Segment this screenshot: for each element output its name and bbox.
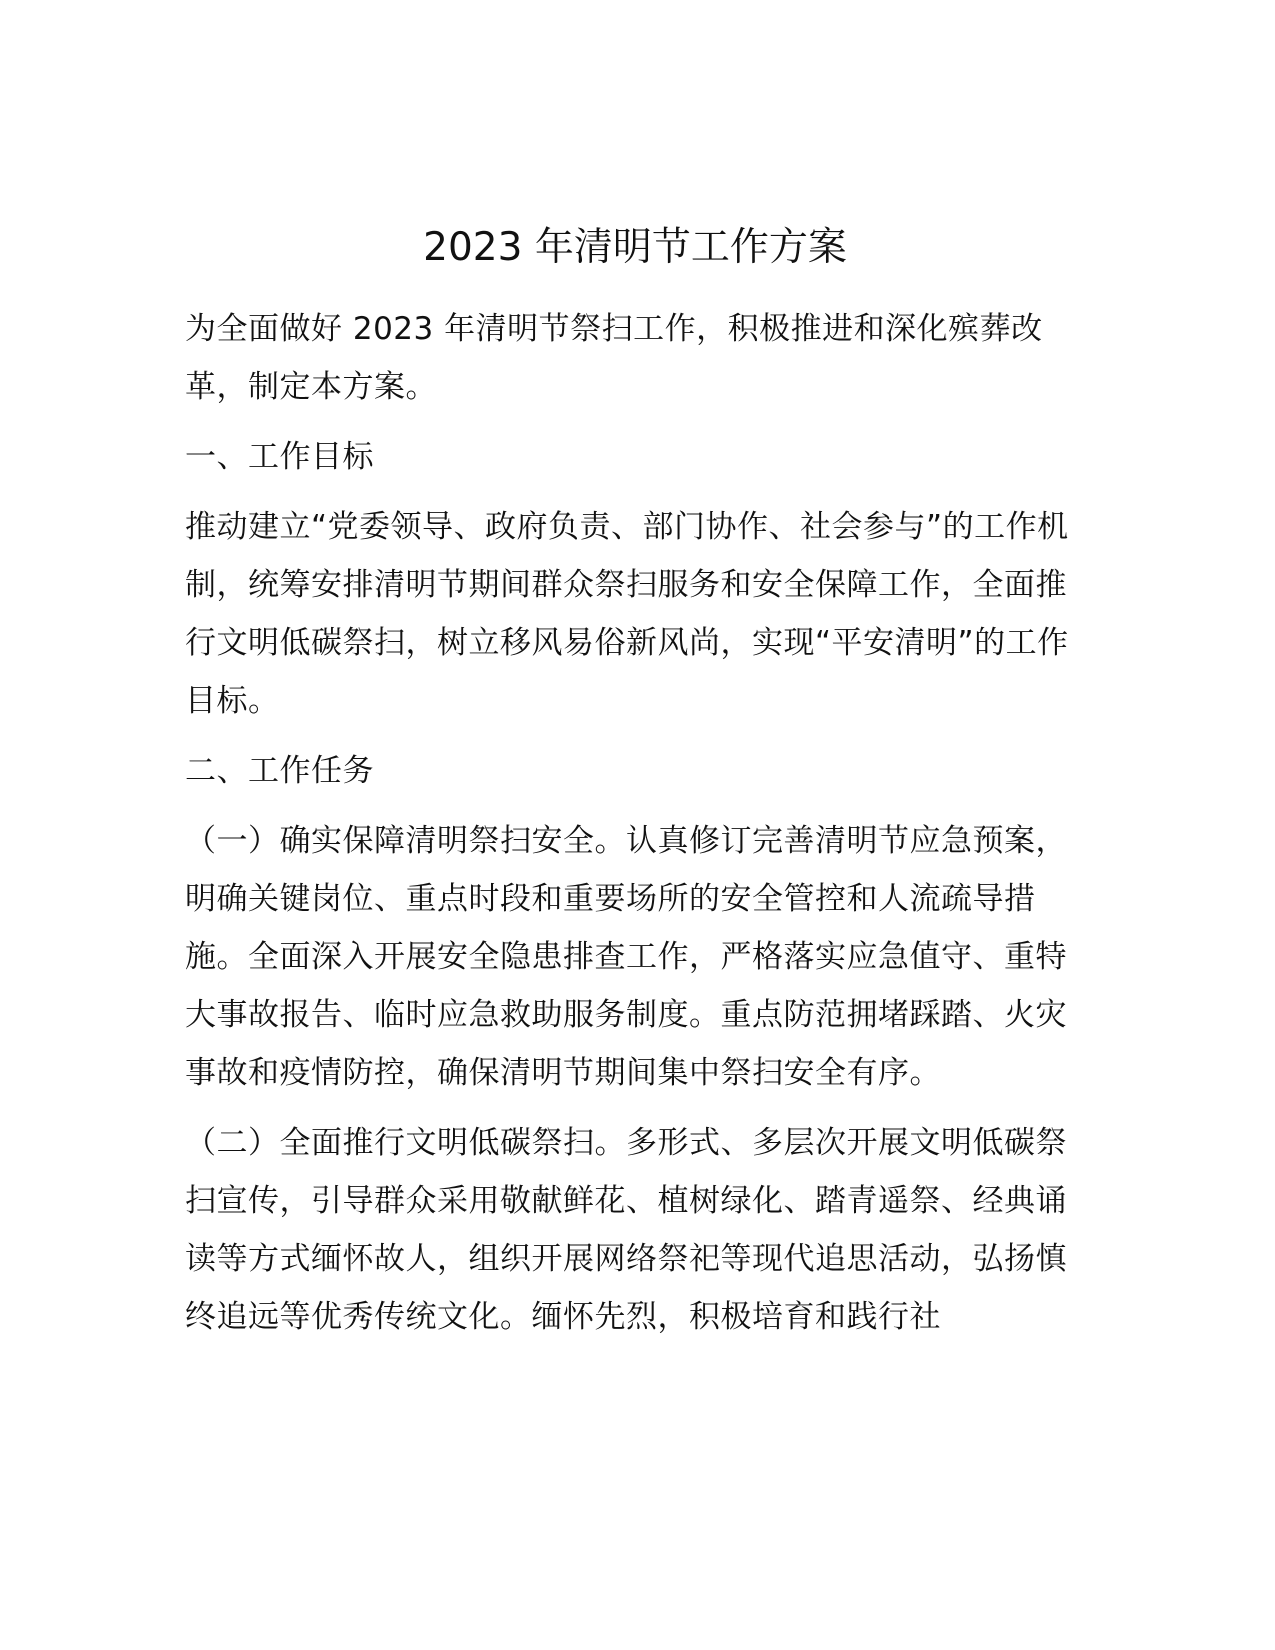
document-title: 2023 年清明节工作方案 — [423, 225, 847, 270]
intro-paragraph: 为全面做好 2023 年清明节祭扫工作，积极推进和深化殡葬改革，制定本方案。 — [185, 311, 1043, 405]
section-heading-tasks: 二、工作任务 — [185, 753, 374, 789]
section-heading-goals: 一、工作目标 — [185, 439, 374, 475]
task-paragraph-2: （二）全面推行文明低碳祭扫。多形式、多层次开展文明低碳祭扫宣传，引导群众采用敬献鲜花、植树绿化、踏青遥祭、经典诵读等方式缅怀故人，组织开展网络祭祀等现代追思活动，弘扬慎终追远等优秀传统文化。缅怀先烈，积极培育和践行社 — [185, 1125, 1067, 1335]
goals-paragraph: 推动建立“党委领导、政府负责、部门协作、社会参与”的工作机制，统筹安排清明节期间群众祭扫服务和安全保障工作，全面推行文明低碳祭扫，树立移风易俗新风尚，实现“平安清明”的工作目标。 — [185, 509, 1069, 719]
document-content — [185, 220, 1085, 1358]
task-paragraph-1: （一）确实保障清明祭扫安全。认真修订完善清明节应急预案，明确关键岗位、重点时段和重要场所的安全管控和人流疏导措施。全面深入开展安全隐患排查工作，严格落实应急值守、重特大事故报告、临时应急救助服务制度。重点防范拥堵踩踏、火灾事故和疫情防控，确保清明节期间集中祭扫安全有序。 — [185, 823, 1067, 1091]
